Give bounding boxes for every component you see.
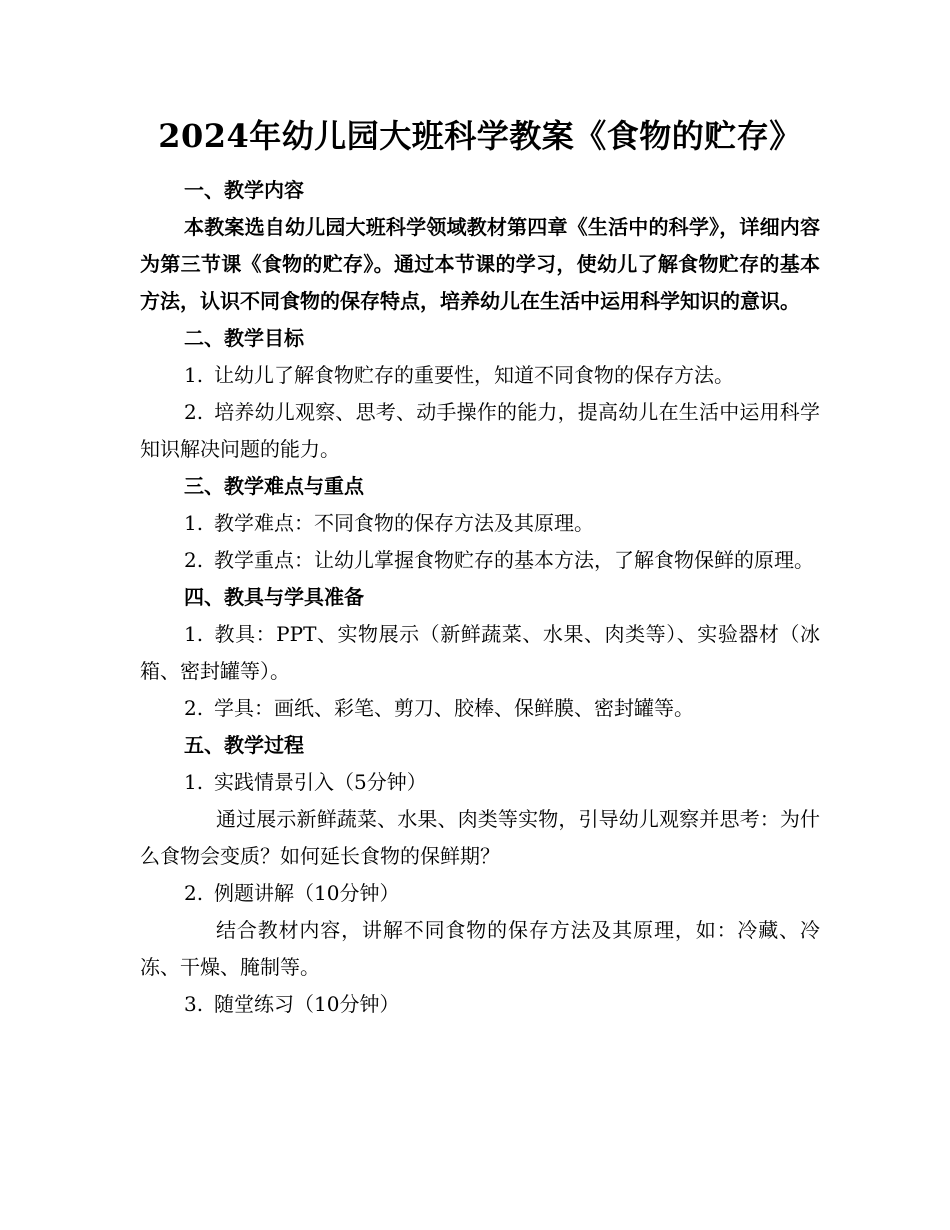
section-heading-key-points: 三、教学难点与重点 — [184, 474, 364, 498]
step-title: 例题讲解（10分钟） — [214, 881, 400, 905]
item-text: 教学重点：让幼儿掌握食物贮存的基本方法，了解食物保鲜的原理。 — [214, 548, 814, 572]
key-point-item — [140, 542, 820, 579]
section-intro-paragraph: 本教案选自幼儿园大班科学领域教材第四章《生活中的科学》，详细内容为第三节课《食物的贮存》。通过本节课的学习，使幼儿了解食物贮存的基本方法，认识不同食物的保存特点，培养幼儿在生活中运用科学知识的意识。 — [140, 215, 820, 313]
materials-item — [140, 690, 820, 727]
item-text: 教具：PPT、实物展示（新鲜蔬菜、水果、肉类等）、实验器材（冰箱、密封罐等）。 — [140, 622, 820, 683]
item-number: 2. — [184, 548, 204, 572]
section-heading-process: 五、教学过程 — [184, 733, 304, 757]
document-page — [140, 112, 820, 1023]
section-heading-goals: 二、教学目标 — [184, 326, 304, 350]
section-heading-materials: 四、教具与学具准备 — [184, 585, 364, 609]
step-detail: 通过展示新鲜蔬菜、水果、肉类等实物，引导幼儿观察并思考：为什么食物会变质？如何延长食物的保鲜期？ — [140, 807, 820, 868]
document-title: 2024年幼儿园大班科学教案《食物的贮存》 — [158, 117, 802, 155]
item-text: 让幼儿了解食物贮存的重要性，知道不同食物的保存方法。 — [214, 363, 734, 387]
materials-item — [140, 616, 820, 690]
step-title: 实践情景引入（5分钟） — [214, 770, 427, 794]
goal-item — [140, 357, 820, 394]
section-heading-content: 一、教学内容 — [184, 178, 304, 202]
item-text: 培养幼儿观察、思考、动手操作的能力，提高幼儿在生活中运用科学知识解决问题的能力。 — [140, 400, 820, 461]
item-number: 1. — [184, 363, 204, 387]
item-text: 教学难点：不同食物的保存方法及其原理。 — [214, 511, 594, 535]
key-point-item — [140, 505, 820, 542]
item-number: 2. — [184, 881, 204, 905]
item-number: 3. — [184, 992, 204, 1016]
item-number: 2. — [184, 400, 204, 424]
step-title: 随堂练习（10分钟） — [214, 992, 400, 1016]
item-number: 2. — [184, 696, 204, 720]
item-text: 学具：画纸、彩笔、剪刀、胶棒、保鲜膜、密封罐等。 — [214, 696, 694, 720]
process-step — [140, 875, 820, 912]
item-number: 1. — [184, 511, 204, 535]
item-number: 1. — [184, 622, 204, 646]
step-detail: 结合教材内容，讲解不同食物的保存方法及其原理，如：冷藏、冷冻、干燥、腌制等。 — [140, 918, 820, 979]
process-step — [140, 764, 820, 801]
item-number: 1. — [184, 770, 204, 794]
process-step — [140, 986, 820, 1023]
goal-item — [140, 394, 820, 468]
